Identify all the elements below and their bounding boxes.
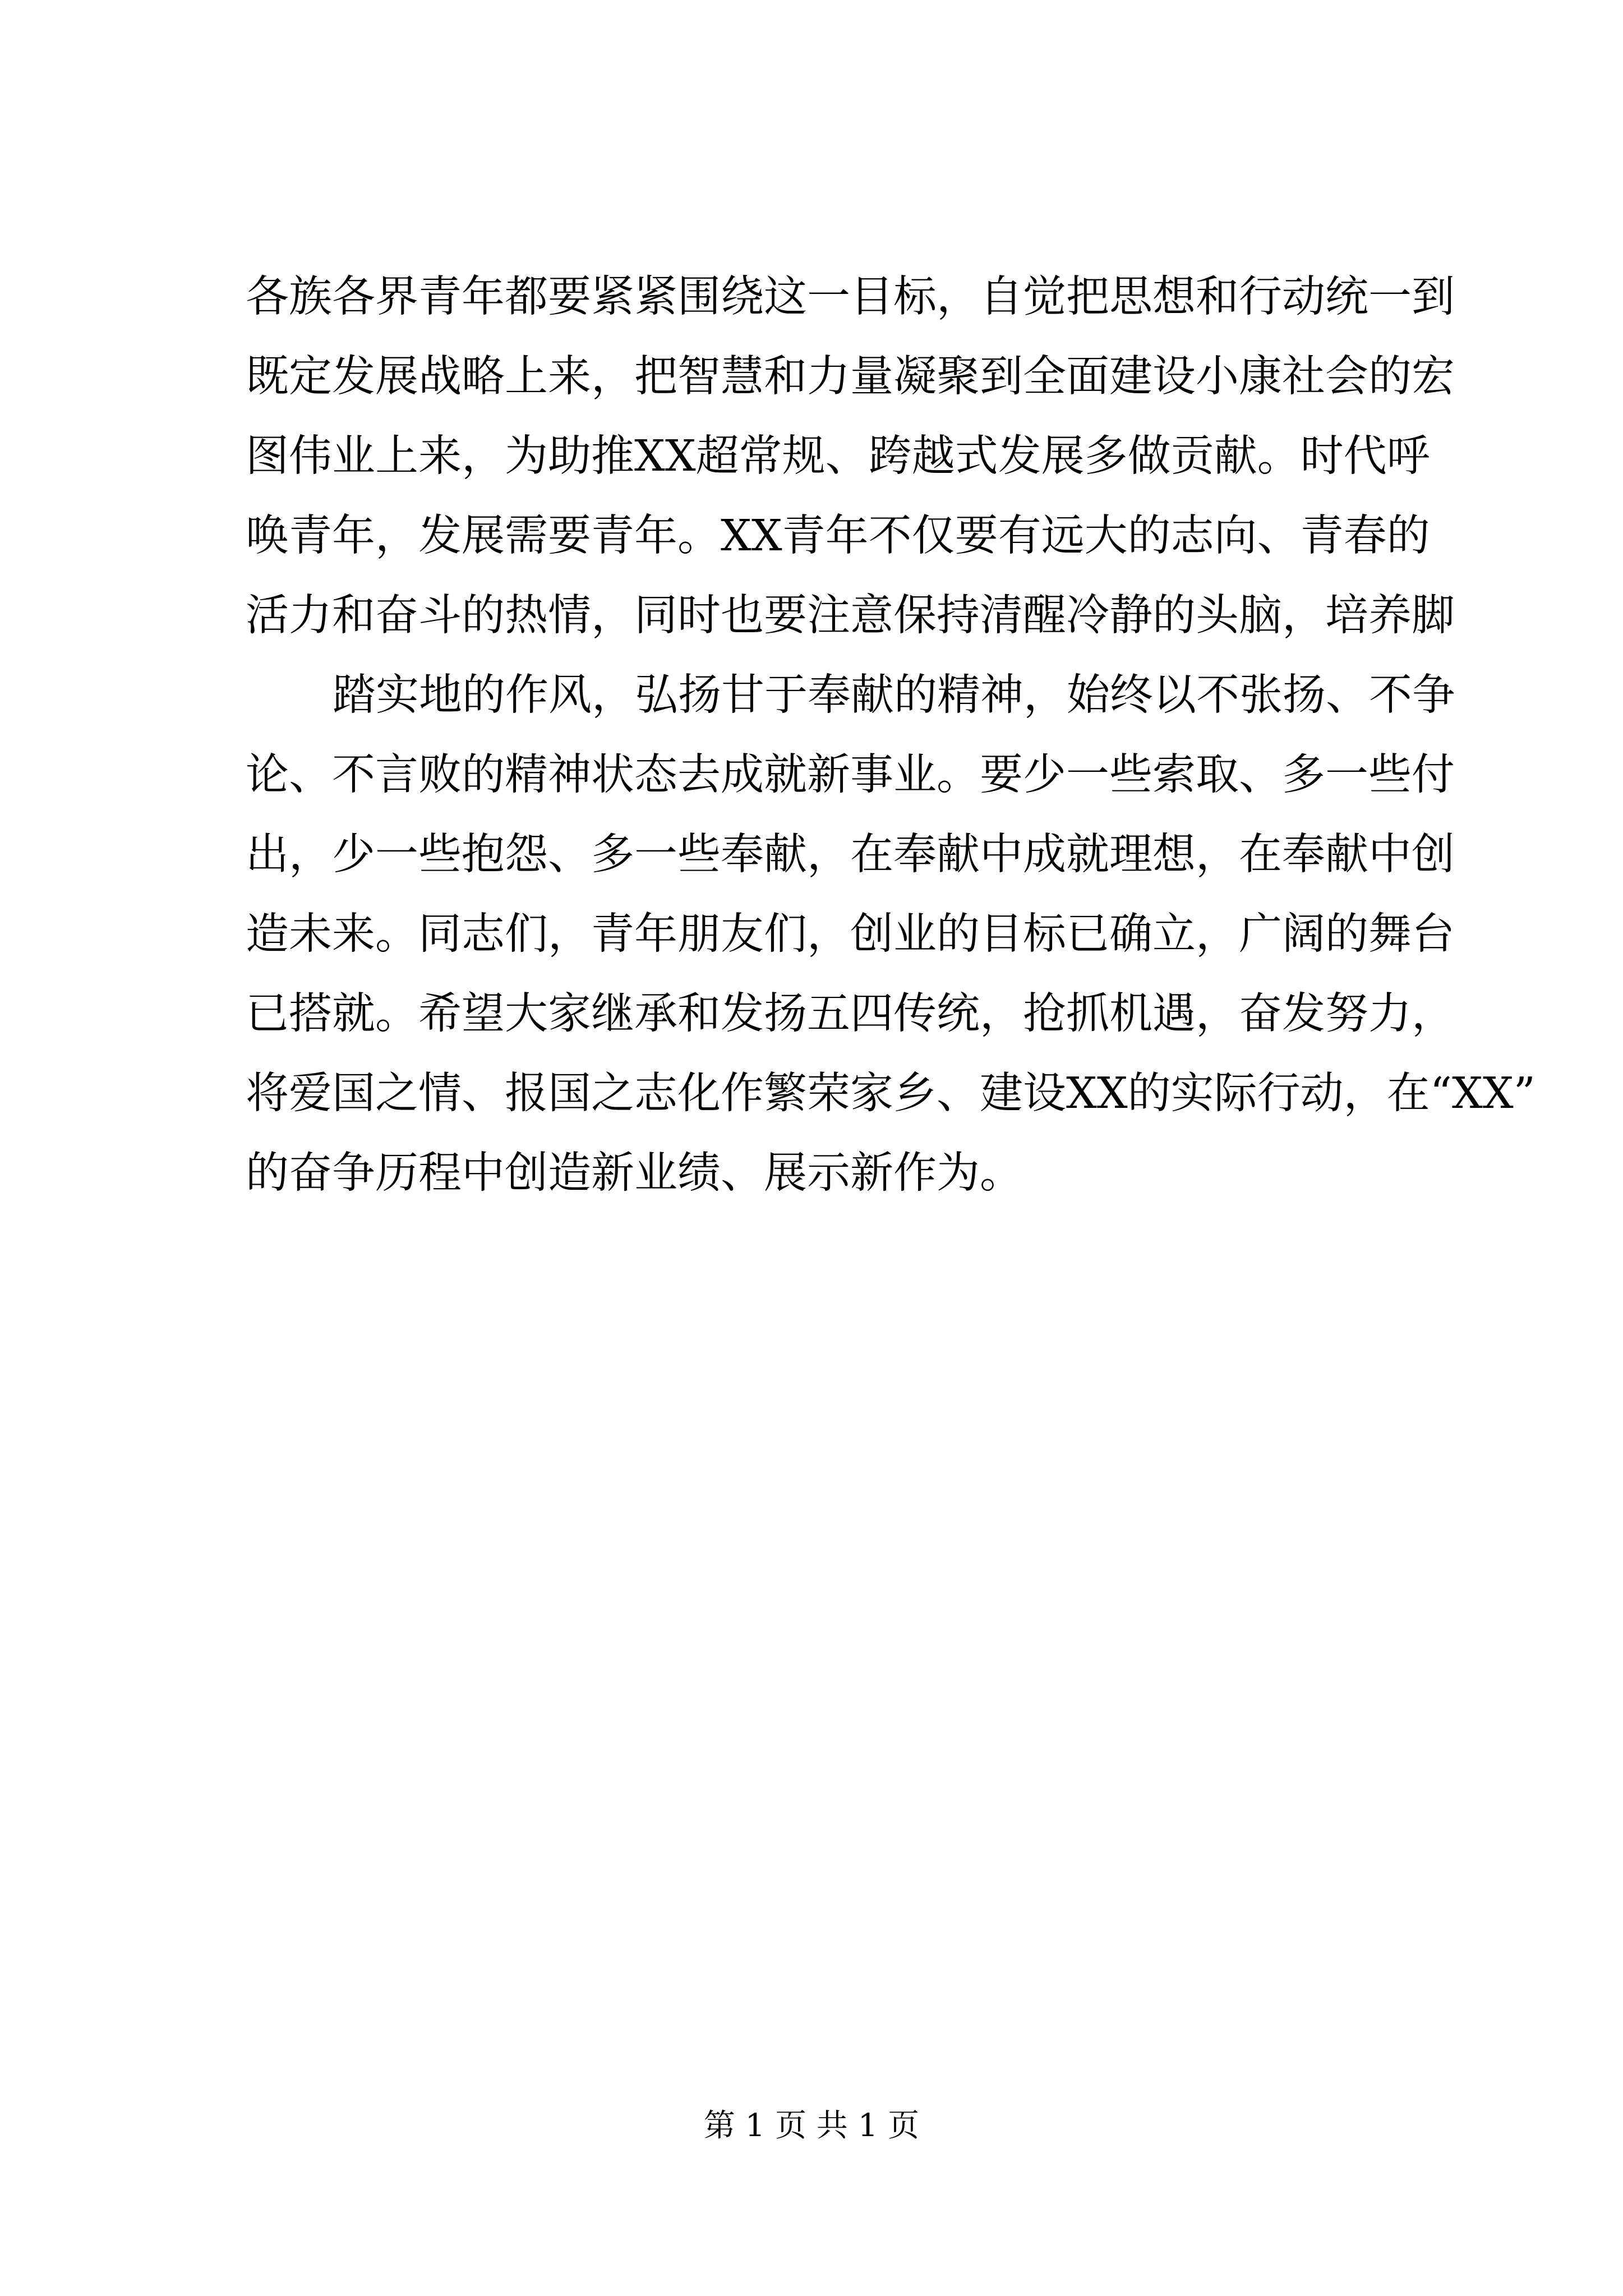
page-footer: 第 1 页 共 1 页 bbox=[703, 2108, 920, 2144]
text-line: 已搭就。希望大家继承和发扬五四传统，抢抓机遇，奋发努力， bbox=[246, 989, 1455, 1039]
body-text bbox=[246, 257, 1536, 1213]
text-line: 唤青年，发展需要青年。XX青年不仅要有远大的志向、青春的 bbox=[246, 511, 1430, 561]
text-line: 活力和奋斗的热情，同时也要注意保持清醒冷静的头脑，培养脚 bbox=[246, 591, 1455, 641]
text-line-last: 的奋争历程中创造新业绩、展示新作为。 bbox=[246, 1148, 1023, 1198]
text-line: 既定发展战略上来，把智慧和力量凝聚到全面建设小康社会的宏 bbox=[246, 352, 1455, 402]
text-line: 各族各界青年都要紧紧围绕这一目标，自觉把思想和行动统一到 bbox=[246, 272, 1455, 322]
text-line: 论、不言败的精神状态去成就新事业。要少一些索取、多一些付 bbox=[246, 750, 1455, 800]
text-line-indented: 踏实地的作风，弘扬甘于奉献的精神，始终以不张扬、不争 bbox=[333, 670, 1455, 720]
text-line: 出，少一些抱怨、多一些奉献，在奉献中成就理想，在奉献中创 bbox=[246, 830, 1455, 880]
text-line: 造未来。同志们，青年朋友们，创业的目标已确立，广阔的舞台 bbox=[246, 909, 1455, 959]
text-line: 将爱国之情、报国之志化作繁荣家乡、建设XX的实际行动，在“XX” bbox=[246, 1069, 1536, 1119]
text-line: 图伟业上来，为助推XX超常规、跨越式发展多做贡献。时代呼 bbox=[246, 431, 1430, 481]
